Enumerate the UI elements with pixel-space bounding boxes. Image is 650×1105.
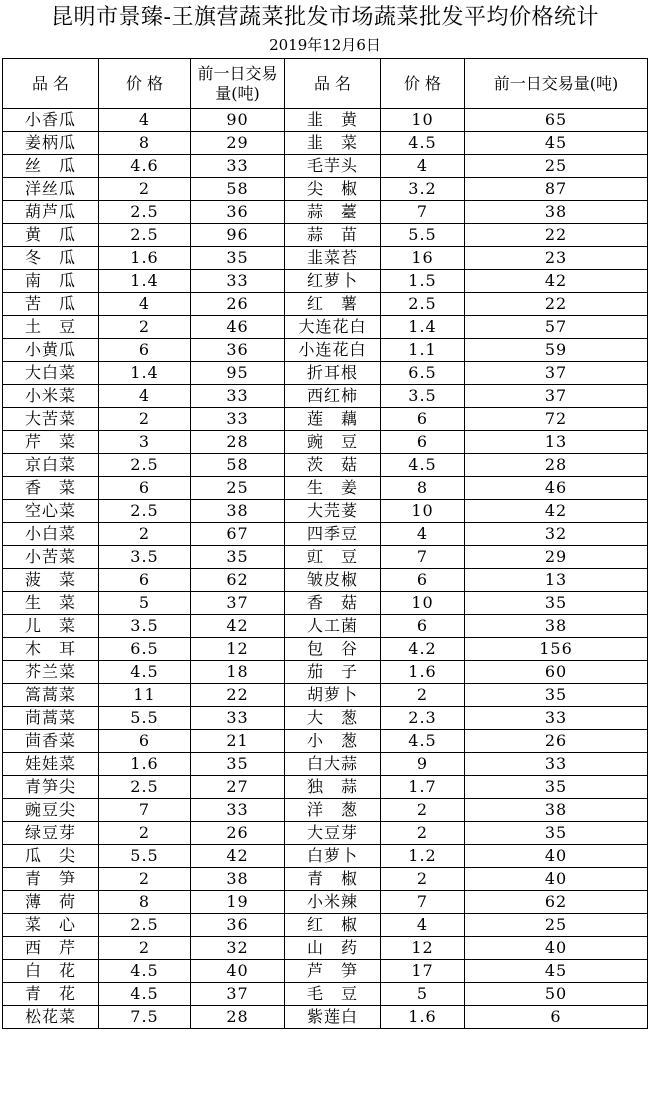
item-name-right: 大豆芽: [285, 822, 381, 845]
header-price-left: 价 格: [99, 59, 191, 109]
header-name-right: 品 名: [285, 59, 381, 109]
item-volume-right: 156: [465, 638, 648, 661]
item-name-right: 豌 豆: [285, 431, 381, 454]
item-price-left: 4: [99, 109, 191, 132]
item-name-right: 紫莲白: [285, 1006, 381, 1029]
item-name-right: 红 椒: [285, 914, 381, 937]
item-name-left: 木 耳: [3, 638, 99, 661]
item-name-left: 菠 菜: [3, 569, 99, 592]
item-name-left: 香 菜: [3, 477, 99, 500]
item-volume-left: 26: [191, 293, 285, 316]
item-price-left: 8: [99, 891, 191, 914]
item-price-right: 2: [381, 799, 465, 822]
item-price-left: 3: [99, 431, 191, 454]
item-price-left: 4.5: [99, 661, 191, 684]
item-name-right: 小连花白: [285, 339, 381, 362]
table-row: [3, 1006, 648, 1029]
item-volume-right: 38: [465, 799, 648, 822]
item-name-left: 儿 菜: [3, 615, 99, 638]
item-price-right: 4.2: [381, 638, 465, 661]
item-name-right: 韭 黄: [285, 109, 381, 132]
item-price-right: 10: [381, 500, 465, 523]
item-price-left: 3.5: [99, 615, 191, 638]
item-volume-left: 32: [191, 937, 285, 960]
item-price-right: 6: [381, 615, 465, 638]
item-name-right: 毛 豆: [285, 983, 381, 1006]
item-price-right: 6: [381, 569, 465, 592]
item-price-right: 6: [381, 431, 465, 454]
item-price-left: 2.5: [99, 201, 191, 224]
item-volume-right: 35: [465, 684, 648, 707]
item-name-left: 大白菜: [3, 362, 99, 385]
item-name-left: 青笋尖: [3, 776, 99, 799]
item-volume-left: 58: [191, 178, 285, 201]
item-price-right: 2: [381, 822, 465, 845]
item-volume-right: 35: [465, 592, 648, 615]
item-volume-left: 33: [191, 385, 285, 408]
item-volume-right: 32: [465, 523, 648, 546]
table-row: [3, 661, 648, 684]
item-price-left: 1.4: [99, 362, 191, 385]
item-volume-right: 22: [465, 293, 648, 316]
table-row: [3, 454, 648, 477]
item-name-left: 小苦菜: [3, 546, 99, 569]
item-volume-left: 18: [191, 661, 285, 684]
table-row: [3, 569, 648, 592]
item-volume-right: 33: [465, 753, 648, 776]
item-price-right: 2.5: [381, 293, 465, 316]
item-name-right: 小米辣: [285, 891, 381, 914]
item-volume-left: 21: [191, 730, 285, 753]
table-row: [3, 546, 648, 569]
item-volume-right: 13: [465, 569, 648, 592]
item-name-left: 葫芦瓜: [3, 201, 99, 224]
item-volume-right: 37: [465, 362, 648, 385]
table-row: [3, 615, 648, 638]
item-name-left: 绿豆芽: [3, 822, 99, 845]
item-name-right: 独 蒜: [285, 776, 381, 799]
item-volume-right: 35: [465, 776, 648, 799]
item-price-left: 2.5: [99, 500, 191, 523]
table-row: [3, 868, 648, 891]
item-name-left: 冬 瓜: [3, 247, 99, 270]
document-date: 2019年12月6日: [269, 36, 381, 54]
item-volume-left: 29: [191, 132, 285, 155]
item-price-right: 4: [381, 155, 465, 178]
item-volume-left: 38: [191, 868, 285, 891]
item-name-left: 生 菜: [3, 592, 99, 615]
table-row: [3, 270, 648, 293]
item-name-right: 大 葱: [285, 707, 381, 730]
item-price-right: 1.4: [381, 316, 465, 339]
item-volume-right: 25: [465, 155, 648, 178]
item-volume-left: 96: [191, 224, 285, 247]
item-volume-right: 46: [465, 477, 648, 500]
item-volume-left: 46: [191, 316, 285, 339]
table-row: [3, 983, 648, 1006]
item-price-left: 2: [99, 868, 191, 891]
item-name-left: 白 花: [3, 960, 99, 983]
table-row: [3, 339, 648, 362]
item-volume-right: 72: [465, 408, 648, 431]
item-name-left: 姜柄瓜: [3, 132, 99, 155]
item-price-left: 6: [99, 569, 191, 592]
item-name-left: 青 花: [3, 983, 99, 1006]
table-row: [3, 500, 648, 523]
table-row: [3, 845, 648, 868]
item-price-right: 10: [381, 109, 465, 132]
item-volume-left: 90: [191, 109, 285, 132]
item-volume-right: 35: [465, 822, 648, 845]
table-row: [3, 822, 648, 845]
item-volume-right: 40: [465, 937, 648, 960]
table-row: [3, 776, 648, 799]
item-price-left: 2: [99, 408, 191, 431]
item-price-right: 2.3: [381, 707, 465, 730]
item-name-right: 人工菌: [285, 615, 381, 638]
item-name-right: 洋 葱: [285, 799, 381, 822]
table-row: [3, 385, 648, 408]
item-volume-right: 6: [465, 1006, 648, 1029]
item-name-right: 韭 菜: [285, 132, 381, 155]
item-name-right: 毛芋头: [285, 155, 381, 178]
item-volume-left: 95: [191, 362, 285, 385]
item-volume-right: 29: [465, 546, 648, 569]
item-volume-right: 13: [465, 431, 648, 454]
item-volume-right: 59: [465, 339, 648, 362]
item-name-right: 皱皮椒: [285, 569, 381, 592]
item-name-left: 大苦菜: [3, 408, 99, 431]
item-price-right: 4.5: [381, 454, 465, 477]
item-price-right: 1.7: [381, 776, 465, 799]
item-name-left: 青 笋: [3, 868, 99, 891]
header-name-left: 品 名: [3, 59, 99, 109]
item-price-left: 2: [99, 316, 191, 339]
item-price-right: 5: [381, 983, 465, 1006]
table-row: [3, 201, 648, 224]
item-name-left: 京白菜: [3, 454, 99, 477]
item-price-right: 4.5: [381, 132, 465, 155]
item-price-right: 10: [381, 592, 465, 615]
item-volume-left: 33: [191, 270, 285, 293]
table-row: [3, 523, 648, 546]
item-name-right: 大连花白: [285, 316, 381, 339]
item-name-left: 西 芹: [3, 937, 99, 960]
item-price-left: 2: [99, 822, 191, 845]
item-volume-right: 28: [465, 454, 648, 477]
item-volume-right: 40: [465, 868, 648, 891]
table-row: [3, 362, 648, 385]
item-volume-right: 45: [465, 132, 648, 155]
item-name-right: 豇 豆: [285, 546, 381, 569]
item-name-right: 包 谷: [285, 638, 381, 661]
table-row: [3, 431, 648, 454]
item-volume-left: 35: [191, 546, 285, 569]
item-volume-left: 33: [191, 707, 285, 730]
item-price-left: 2: [99, 178, 191, 201]
item-price-left: 8: [99, 132, 191, 155]
header-volume-left: 前一日交易量(吨): [191, 59, 285, 109]
item-price-right: 2: [381, 868, 465, 891]
item-name-left: 芹 菜: [3, 431, 99, 454]
table-row: [3, 914, 648, 937]
item-name-right: 韭菜苔: [285, 247, 381, 270]
item-price-left: 6.5: [99, 638, 191, 661]
item-name-right: 青 椒: [285, 868, 381, 891]
item-name-right: 折耳根: [285, 362, 381, 385]
item-name-right: 白大蒜: [285, 753, 381, 776]
table-header-row: [3, 59, 648, 109]
item-name-right: 茄 子: [285, 661, 381, 684]
item-name-right: 胡萝卜: [285, 684, 381, 707]
item-price-right: 7: [381, 201, 465, 224]
item-name-right: 芦 笋: [285, 960, 381, 983]
item-volume-right: 40: [465, 845, 648, 868]
document-title: 昆明市景臻-王旗营蔬菜批发市场蔬菜批发平均价格统计: [51, 5, 599, 30]
item-name-right: 四季豆: [285, 523, 381, 546]
item-price-left: 7.5: [99, 1006, 191, 1029]
item-name-left: 薄 荷: [3, 891, 99, 914]
item-price-left: 2.5: [99, 454, 191, 477]
item-volume-left: 36: [191, 339, 285, 362]
item-price-left: 4: [99, 293, 191, 316]
item-volume-right: 38: [465, 615, 648, 638]
item-volume-left: 33: [191, 799, 285, 822]
item-volume-right: 25: [465, 914, 648, 937]
item-volume-left: 42: [191, 615, 285, 638]
item-name-right: 大芫荽: [285, 500, 381, 523]
item-volume-left: 22: [191, 684, 285, 707]
table-row: [3, 638, 648, 661]
item-volume-left: 35: [191, 753, 285, 776]
item-volume-left: 25: [191, 477, 285, 500]
item-volume-left: 37: [191, 983, 285, 1006]
item-price-right: 4.5: [381, 730, 465, 753]
item-name-left: 松花菜: [3, 1006, 99, 1029]
item-volume-right: 37: [465, 385, 648, 408]
item-name-right: 山 药: [285, 937, 381, 960]
item-price-left: 1.6: [99, 753, 191, 776]
item-name-right: 白萝卜: [285, 845, 381, 868]
item-price-left: 7: [99, 799, 191, 822]
item-name-left: 娃娃菜: [3, 753, 99, 776]
table-body: [3, 109, 648, 1029]
table-row: [3, 753, 648, 776]
table-row: [3, 960, 648, 983]
item-volume-right: 26: [465, 730, 648, 753]
item-name-left: 洋丝瓜: [3, 178, 99, 201]
header-price-right: 价 格: [381, 59, 465, 109]
item-price-right: 3.5: [381, 385, 465, 408]
item-name-left: 小米菜: [3, 385, 99, 408]
item-price-right: 6.5: [381, 362, 465, 385]
item-price-left: 6: [99, 730, 191, 753]
item-price-right: 1.1: [381, 339, 465, 362]
item-volume-right: 62: [465, 891, 648, 914]
item-price-left: 2: [99, 523, 191, 546]
item-volume-left: 40: [191, 960, 285, 983]
item-price-right: 2: [381, 684, 465, 707]
item-name-left: 小香瓜: [3, 109, 99, 132]
item-price-right: 4: [381, 523, 465, 546]
item-price-left: 5.5: [99, 845, 191, 868]
item-name-left: 茼蒿菜: [3, 707, 99, 730]
item-volume-left: 12: [191, 638, 285, 661]
item-volume-right: 38: [465, 201, 648, 224]
item-price-left: 4.6: [99, 155, 191, 178]
item-volume-left: 36: [191, 914, 285, 937]
item-volume-left: 38: [191, 500, 285, 523]
item-volume-left: 36: [191, 201, 285, 224]
item-price-right: 12: [381, 937, 465, 960]
item-price-left: 2.5: [99, 224, 191, 247]
item-volume-left: 27: [191, 776, 285, 799]
item-price-right: 16: [381, 247, 465, 270]
item-price-left: 2: [99, 937, 191, 960]
item-price-right: 6: [381, 408, 465, 431]
table-row: [3, 937, 648, 960]
item-price-right: 9: [381, 753, 465, 776]
item-volume-left: 26: [191, 822, 285, 845]
item-name-left: 黄 瓜: [3, 224, 99, 247]
item-volume-right: 42: [465, 500, 648, 523]
table-row: [3, 477, 648, 500]
item-name-right: 红 薯: [285, 293, 381, 316]
item-price-left: 2.5: [99, 914, 191, 937]
item-price-left: 4.5: [99, 983, 191, 1006]
item-volume-left: 28: [191, 431, 285, 454]
item-price-right: 1.2: [381, 845, 465, 868]
item-name-right: 小 葱: [285, 730, 381, 753]
item-price-right: 1.5: [381, 270, 465, 293]
price-table: [2, 58, 648, 1029]
item-name-left: 土 豆: [3, 316, 99, 339]
table-row: [3, 109, 648, 132]
item-price-left: 5: [99, 592, 191, 615]
item-volume-left: 37: [191, 592, 285, 615]
item-name-left: 丝 瓜: [3, 155, 99, 178]
item-volume-left: 62: [191, 569, 285, 592]
item-volume-right: 33: [465, 707, 648, 730]
item-volume-left: 42: [191, 845, 285, 868]
item-volume-left: 35: [191, 247, 285, 270]
item-volume-right: 60: [465, 661, 648, 684]
item-price-left: 1.6: [99, 247, 191, 270]
table-row: [3, 799, 648, 822]
item-name-left: 篙蒿菜: [3, 684, 99, 707]
item-price-left: 1.4: [99, 270, 191, 293]
item-volume-right: 50: [465, 983, 648, 1006]
item-price-left: 6: [99, 339, 191, 362]
table-row: [3, 684, 648, 707]
table-row: [3, 707, 648, 730]
item-volume-left: 19: [191, 891, 285, 914]
table-row: [3, 224, 648, 247]
item-volume-right: 45: [465, 960, 648, 983]
item-volume-right: 23: [465, 247, 648, 270]
item-price-right: 3.2: [381, 178, 465, 201]
item-price-right: 17: [381, 960, 465, 983]
item-price-left: 11: [99, 684, 191, 707]
item-name-left: 茴香菜: [3, 730, 99, 753]
item-price-left: 2.5: [99, 776, 191, 799]
table-row: [3, 178, 648, 201]
item-price-right: 8: [381, 477, 465, 500]
item-volume-left: 58: [191, 454, 285, 477]
item-price-left: 4.5: [99, 960, 191, 983]
item-volume-right: 65: [465, 109, 648, 132]
item-volume-right: 22: [465, 224, 648, 247]
table-row: [3, 408, 648, 431]
item-volume-right: 87: [465, 178, 648, 201]
item-name-right: 蒜 苗: [285, 224, 381, 247]
item-name-left: 苦 瓜: [3, 293, 99, 316]
item-name-right: 尖 椒: [285, 178, 381, 201]
item-price-right: 5.5: [381, 224, 465, 247]
item-name-right: 莲 藕: [285, 408, 381, 431]
item-name-right: 红萝卜: [285, 270, 381, 293]
item-name-left: 小黄瓜: [3, 339, 99, 362]
item-volume-left: 33: [191, 155, 285, 178]
item-name-left: 空心菜: [3, 500, 99, 523]
item-price-right: 7: [381, 546, 465, 569]
item-name-left: 小白菜: [3, 523, 99, 546]
item-volume-left: 67: [191, 523, 285, 546]
item-name-left: 豌豆尖: [3, 799, 99, 822]
item-price-right: 4: [381, 914, 465, 937]
item-name-left: 芥兰菜: [3, 661, 99, 684]
table-row: [3, 316, 648, 339]
table-row: [3, 132, 648, 155]
item-price-right: 7: [381, 891, 465, 914]
item-price-left: 5.5: [99, 707, 191, 730]
header-volume-right: 前一日交易量(吨): [465, 59, 648, 109]
item-name-right: 香 菇: [285, 592, 381, 615]
table-row: [3, 155, 648, 178]
item-name-left: 瓜 尖: [3, 845, 99, 868]
item-volume-left: 28: [191, 1006, 285, 1029]
item-volume-right: 42: [465, 270, 648, 293]
table-row: [3, 592, 648, 615]
item-price-left: 4: [99, 385, 191, 408]
item-price-left: 6: [99, 477, 191, 500]
item-price-right: 1.6: [381, 661, 465, 684]
item-price-right: 1.6: [381, 1006, 465, 1029]
item-name-right: 西红柿: [285, 385, 381, 408]
table-row: [3, 247, 648, 270]
item-name-left: 南 瓜: [3, 270, 99, 293]
item-name-right: 蒜 薹: [285, 201, 381, 224]
table-row: [3, 891, 648, 914]
item-volume-left: 33: [191, 408, 285, 431]
table-row: [3, 730, 648, 753]
table-row: [3, 293, 648, 316]
item-volume-right: 57: [465, 316, 648, 339]
item-name-right: 生 姜: [285, 477, 381, 500]
item-price-left: 3.5: [99, 546, 191, 569]
item-name-right: 茨 菇: [285, 454, 381, 477]
item-name-left: 菜 心: [3, 914, 99, 937]
